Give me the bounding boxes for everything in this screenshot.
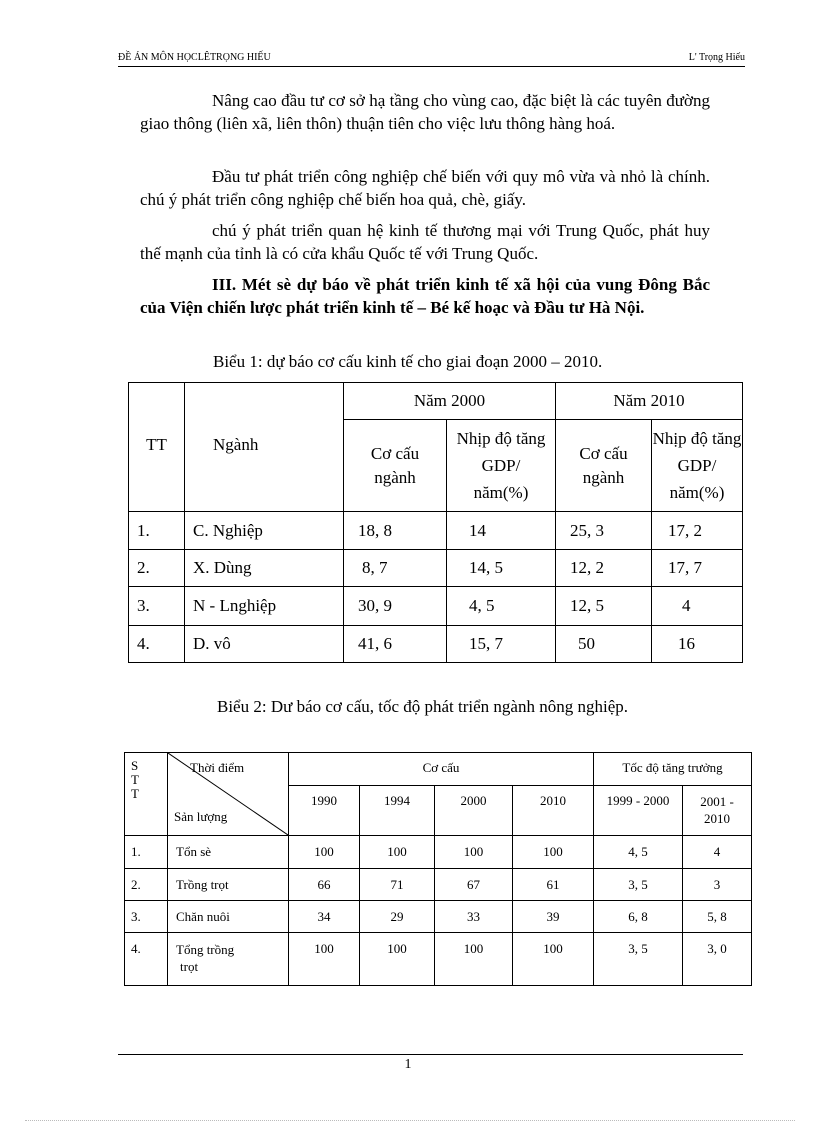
row-name (168, 933, 289, 986)
row-value: 39 (513, 901, 594, 933)
row-cocau-2000: 18, 8 (344, 512, 447, 550)
header-nhip-line1: Nhịp độ tăng (652, 429, 742, 448)
row-value: 67 (435, 869, 513, 901)
header-left-text: ĐỀ ÁN MÔN HỌCLÊTRỌNG HIẾU (118, 52, 271, 63)
header-range-2-line2: 2010 (704, 811, 730, 827)
page-edge-dotted-line (25, 1120, 795, 1121)
header-thoi-diem: Thời điểm (190, 760, 245, 775)
row-nhip-2000: 4, 5 (447, 587, 556, 626)
row-rate-1: 4, 5 (594, 836, 683, 869)
header-nganh: Ngành (185, 383, 344, 512)
header-stt (125, 753, 168, 836)
row-nhip-2010: 17, 2 (652, 512, 743, 550)
table-row (125, 901, 752, 933)
row-value: 100 (513, 933, 594, 986)
paragraph-industry: Đầu tư phát triển công nghiệp chế biến với quy mô vừa và nhỏ là chính. chú ý phát triển công nghiệp chế biến hoa quả, chè, giấy. (140, 167, 710, 209)
row-cocau-2000: 30, 9 (344, 587, 447, 626)
table-row (129, 550, 743, 587)
row-value: 100 (513, 836, 594, 869)
table-row (125, 836, 752, 869)
row-value: 71 (360, 869, 435, 901)
agriculture-forecast-table (124, 752, 752, 986)
row-cocau-2000: 8, 7 (344, 550, 447, 587)
row-cocau-2010: 12, 2 (556, 550, 652, 587)
table-row (129, 512, 743, 550)
header-year: 2010 (513, 786, 594, 836)
row-stt: 2. (125, 869, 168, 901)
header-cocau-2000 (344, 420, 447, 512)
row-value: 100 (435, 836, 513, 869)
header-range-2-line1: 2001 - (700, 794, 734, 810)
paragraph-trade: chú ý phát triển quan hệ kinh tế thương mại với Trung Quốc, phát huy thế mạnh của tỉnh là có cửa khẩu Quốc tế với Trung Quốc. (140, 221, 710, 263)
row-nhip-2010: 4 (652, 587, 743, 626)
header-year: 1990 (289, 786, 360, 836)
header-stt-letter: T (131, 786, 139, 801)
row-rate-1: 3, 5 (594, 869, 683, 901)
row-nhip-2010: 17, 7 (652, 550, 743, 587)
row-rate-2: 4 (683, 836, 752, 869)
header-tt: TT (129, 383, 185, 512)
row-name-line1: Tổng trồng (176, 942, 235, 957)
row-nganh: N - Lnghiệp (185, 587, 344, 626)
table-row (129, 587, 743, 626)
row-rate-1: 6, 8 (594, 901, 683, 933)
table1-caption: Biểu 1: dự báo cơ cấu kinh tế cho giai đoạn 2000 – 2010. (213, 352, 603, 371)
header-diagonal-cell (168, 753, 289, 836)
row-cocau-2010: 12, 5 (556, 587, 652, 626)
header-nhip-2000 (447, 420, 556, 512)
header-year: 1994 (360, 786, 435, 836)
row-nganh: C. Nghiệp (185, 512, 344, 550)
header-cocau-line1: Cơ cấu (579, 443, 628, 463)
row-cocau-2010: 50 (556, 626, 652, 663)
row-rate-1: 3, 5 (594, 933, 683, 986)
table2-caption: Biểu 2: Dư báo cơ cấu, tốc độ phát triển ngành nông nghiệp. (217, 697, 628, 716)
table-row (125, 933, 752, 986)
table-row (129, 626, 743, 663)
row-rate-2: 3, 0 (683, 933, 752, 986)
row-nhip-2010: 16 (652, 626, 743, 663)
row-value: 33 (435, 901, 513, 933)
row-name-line2: trọt (180, 959, 199, 974)
row-value: 100 (435, 933, 513, 986)
header-san-luong: Sản lượng (174, 809, 228, 824)
row-cocau-2010: 25, 3 (556, 512, 652, 550)
row-name: Tổn sè (168, 836, 289, 869)
row-value: 61 (513, 869, 594, 901)
row-value: 66 (289, 869, 360, 901)
header-nhip-line1: Nhịp độ tăng (456, 429, 546, 448)
row-value: 29 (360, 901, 435, 933)
header-cocau-line1: Cơ cấu (370, 443, 420, 463)
row-nganh: X. Dùng (185, 550, 344, 587)
economic-structure-table (128, 382, 743, 663)
header-co-cau: Cơ cấu (289, 753, 594, 786)
row-rate-2: 5, 8 (683, 901, 752, 933)
section-heading: III. Mét sè dự báo về phát triển kinh tế xã hội của vung Đông Bắc của Viện chiến lược phát triển kinh tế – Bé kế hoạc và Đầu tư Hà Nội. (140, 275, 710, 317)
table-row (125, 869, 752, 901)
header-year-2000: Năm 2000 (344, 383, 556, 420)
row-stt: 4. (125, 933, 168, 986)
header-nhip-line3: năm(%) (473, 483, 529, 502)
header-range-1: 1999 - 2000 (594, 786, 683, 836)
footer-divider (118, 1054, 743, 1055)
row-name: Trồng trọt (168, 869, 289, 901)
header-range-2 (683, 786, 752, 836)
row-nhip-2000: 14 (447, 512, 556, 550)
paragraph-infrastructure: Nâng cao đầu tư cơ sở hạ tầng cho vùng cao, đặc biệt là các tuyên đường giao thông (liên xã, liên thôn) thuận tiên cho việc lưu thông hàng hoá. (140, 91, 710, 133)
header-toc-do: Tốc độ tăng trưởng (594, 753, 752, 786)
row-tt: 2. (129, 550, 185, 587)
row-tt: 4. (129, 626, 185, 663)
header-year: 2000 (435, 786, 513, 836)
header-nhip-line2: GDP/ (677, 456, 717, 475)
header-nhip-line2: GDP/ (481, 456, 521, 475)
header-year-2010: Năm 2010 (556, 383, 743, 420)
page-number: 1 (404, 1057, 412, 1072)
row-tt: 3. (129, 587, 185, 626)
row-value: 100 (289, 836, 360, 869)
header-right-text: L' Trọng Hiếu (688, 52, 745, 63)
header-stt-letter: T (131, 772, 139, 787)
row-value: 100 (360, 933, 435, 986)
header-stt-letter: S (131, 758, 139, 773)
row-stt: 1. (125, 836, 168, 869)
row-tt: 1. (129, 512, 185, 550)
header-nhip-2010 (652, 420, 743, 512)
row-name: Chăn nuôi (168, 901, 289, 933)
row-nhip-2000: 14, 5 (447, 550, 556, 587)
header-cocau-2010 (556, 420, 652, 512)
row-value: 100 (289, 933, 360, 986)
row-nganh: D. vô (185, 626, 344, 663)
row-value: 100 (360, 836, 435, 869)
page-header (118, 50, 745, 67)
row-nhip-2000: 15, 7 (447, 626, 556, 663)
row-stt: 3. (125, 901, 168, 933)
row-cocau-2000: 41, 6 (344, 626, 447, 663)
header-cocau-line2: ngành (374, 467, 416, 487)
row-rate-2: 3 (683, 869, 752, 901)
row-value: 34 (289, 901, 360, 933)
header-cocau-line2: ngành (582, 467, 625, 487)
header-nhip-line3: năm(%) (669, 483, 725, 502)
